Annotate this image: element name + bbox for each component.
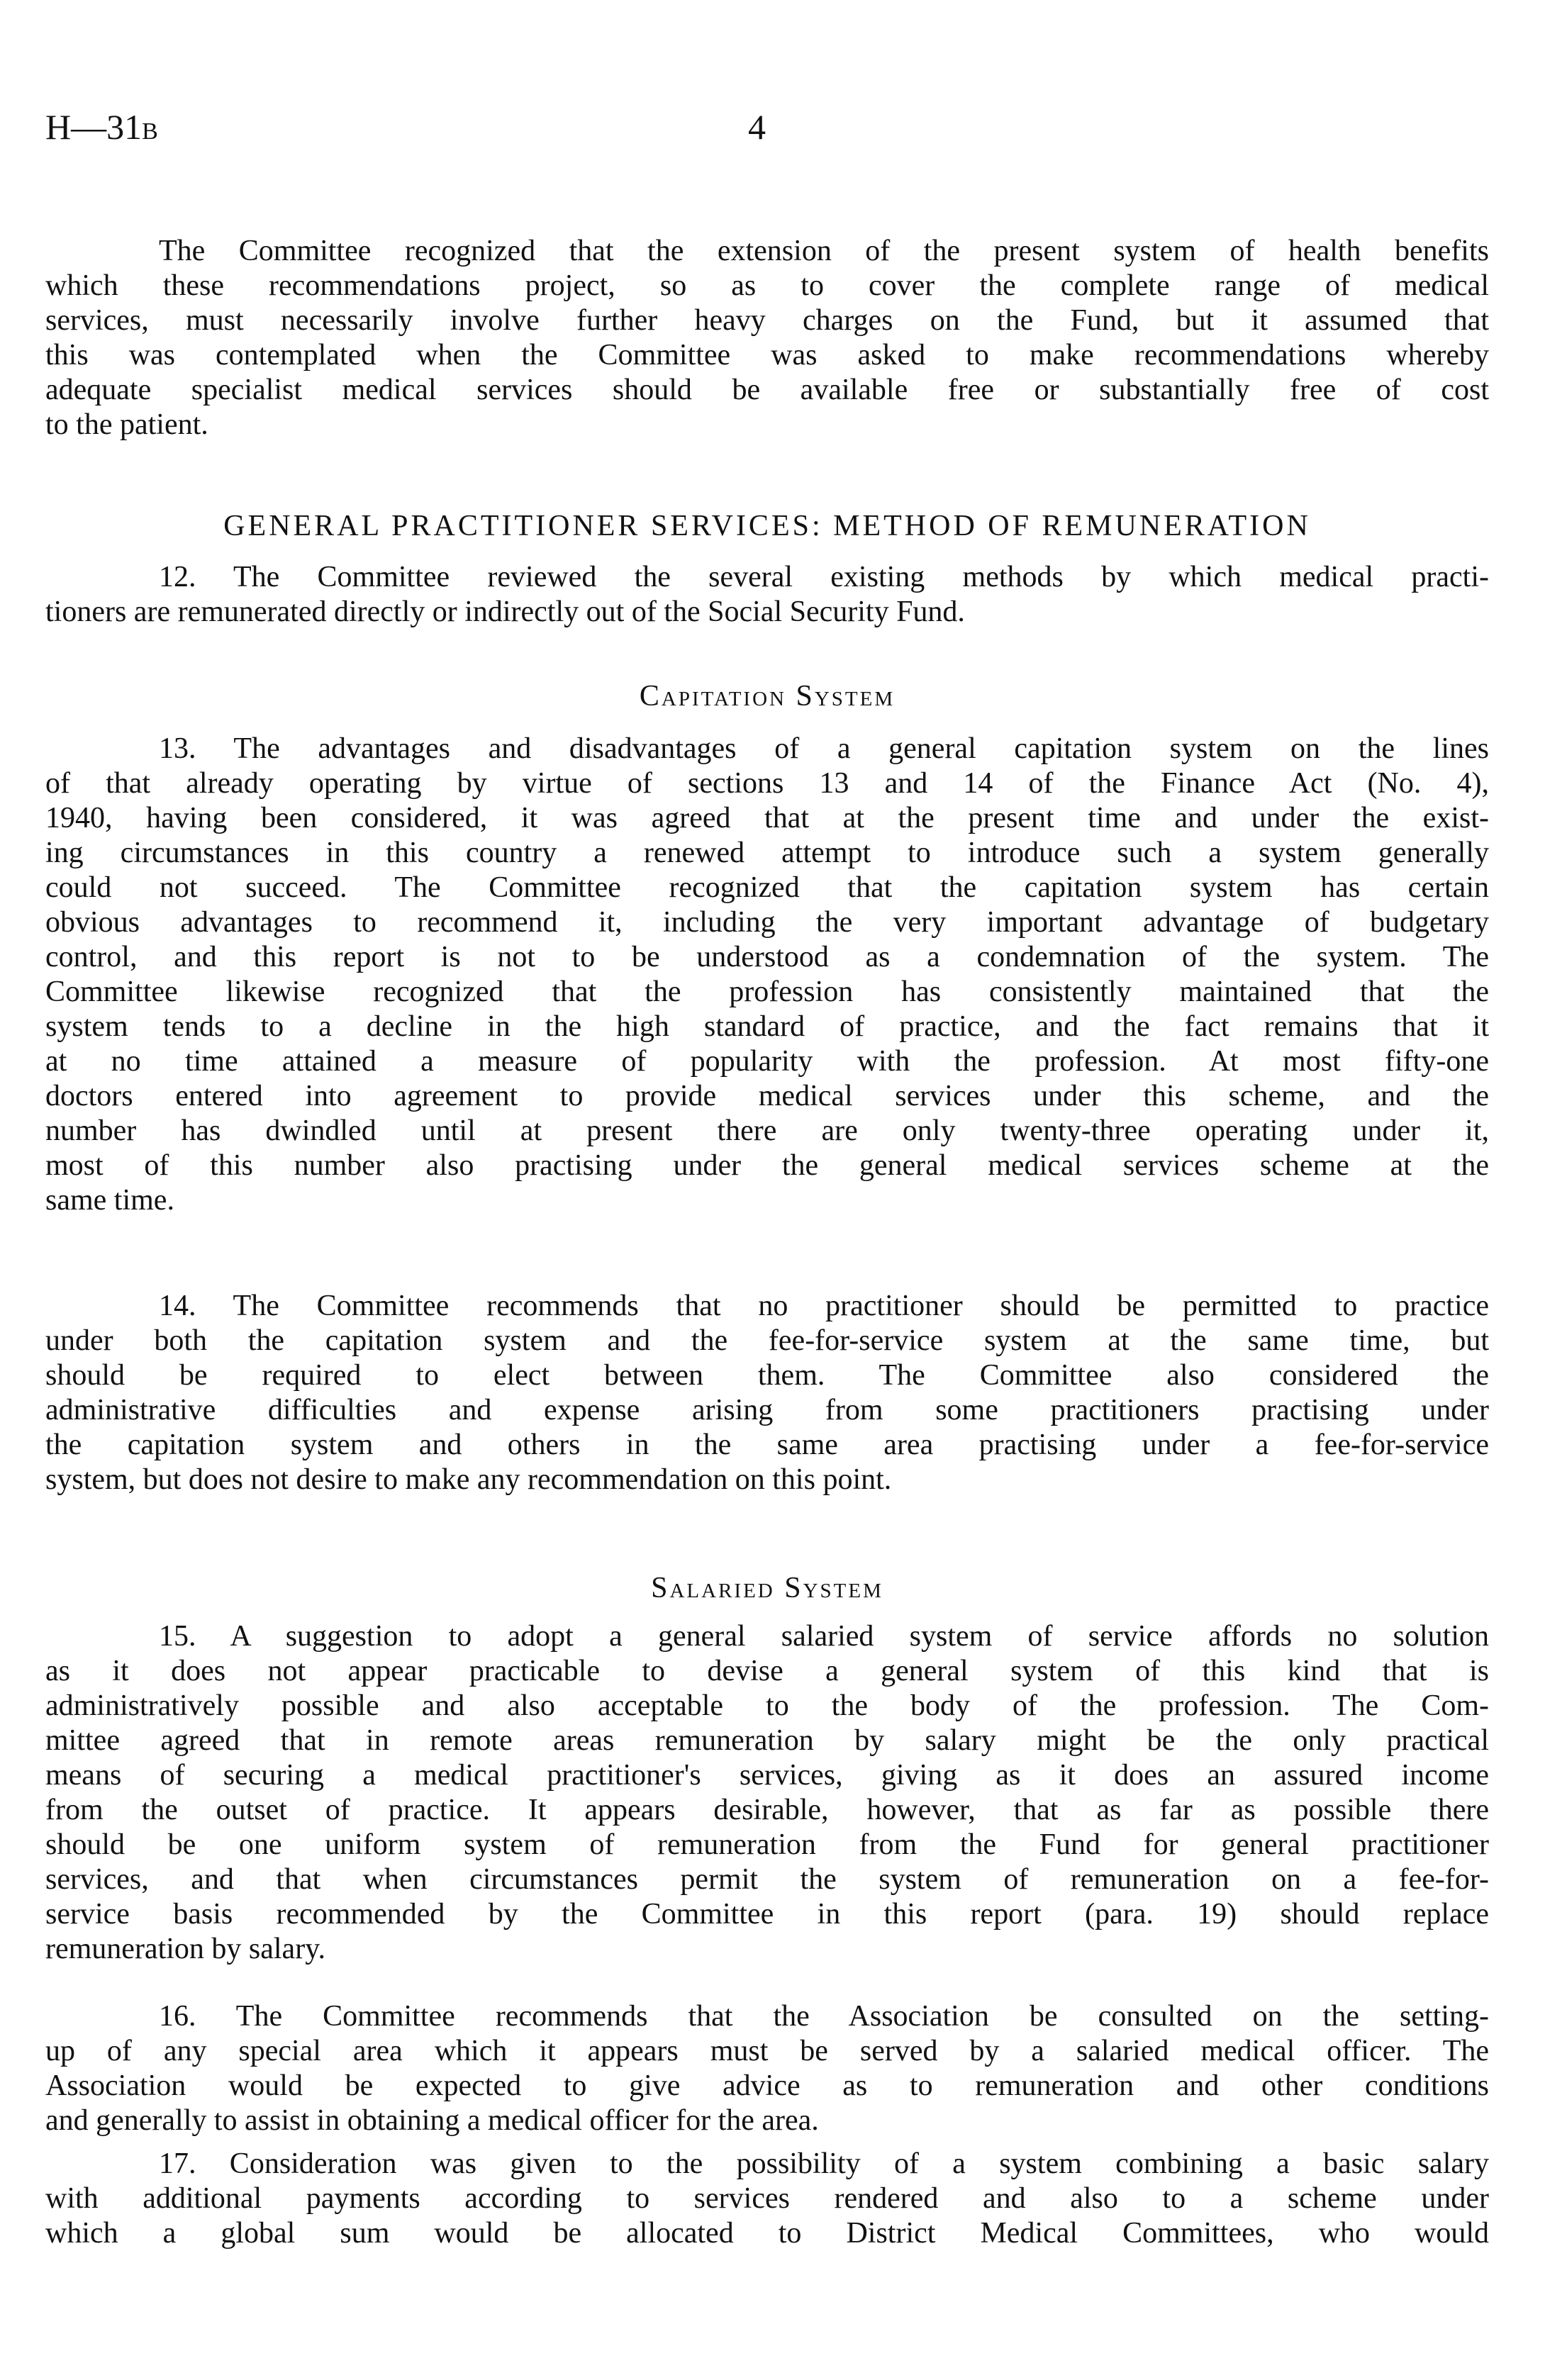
text-line: should be one uniform system of remuneration from the Fund for general practitioner xyxy=(45,1828,1489,1861)
subheading-salaried: Salaried System xyxy=(651,1572,883,1604)
text-line: tioners are remunerated directly or indirectly out of the Social Security Fund. xyxy=(45,596,965,628)
text-line: 17. Consideration was given to the possibility of a system combining a basic salary xyxy=(159,2147,1489,2180)
text-line: 1940, having been considered, it was agreed that at the present time and under the exist- xyxy=(45,802,1489,834)
text-line: system, but does not desire to make any recommendation on this point. xyxy=(45,1463,892,1496)
text-line: which these recommendations project, so as to cover the complete range of medical xyxy=(45,269,1489,302)
text-line: mittee agreed that in remote areas remuneration by salary might be the only practical xyxy=(45,1724,1489,1757)
text-line: Association would be expected to give advice as to remuneration and other conditions xyxy=(45,2069,1489,2102)
text-line: with additional payments according to services rendered and also to a scheme under xyxy=(45,2182,1489,2215)
text-line: and generally to assist in obtaining a medical officer for the area. xyxy=(45,2104,819,2137)
text-line: the capitation system and others in the same area practising under a fee-for-service xyxy=(45,1429,1489,1461)
text-line: 14. The Committee recommends that no practitioner should be permitted to practice xyxy=(159,1290,1489,1322)
text-line: service basis recommended by the Committee in this report (para. 19) should replace xyxy=(45,1898,1489,1931)
paragraph-12 xyxy=(45,560,1489,630)
paragraph-14 xyxy=(45,1289,1489,1497)
text-line: means of securing a medical practitioner's services, giving as it does an assured income xyxy=(45,1759,1489,1792)
text-line: services, must necessarily involve further heavy charges on the Fund, but it assumed that xyxy=(45,304,1489,337)
text-line: up of any special area which it appears must be served by a salaried medical officer. The xyxy=(45,2035,1489,2067)
text-line: most of this number also practising under the general medical services scheme at the xyxy=(45,1149,1489,1182)
document-code-suffix: B xyxy=(142,118,158,145)
paragraph-16 xyxy=(45,1999,1489,2138)
paragraph-15 xyxy=(45,1619,1489,1967)
text-line: adequate specialist medical services should be available free or substantially free of cost xyxy=(45,374,1489,406)
text-line: Committee likewise recognized that the profession has consistently maintained that the xyxy=(45,976,1489,1008)
text-line: from the outset of practice. It appears desirable, however, that as far as possible there xyxy=(45,1794,1489,1826)
text-line: ing circumstances in this country a renewed attempt to introduce such a system generally xyxy=(45,837,1489,869)
text-line: services, and that when circumstances permit the system of remuneration on a fee-for- xyxy=(45,1863,1489,1896)
paragraph-17 xyxy=(45,2147,1489,2251)
text-line: control, and this report is not to be understood as a condemnation of the system. The xyxy=(45,941,1489,973)
text-line: this was contemplated when the Committee was asked to make recommendations whereby xyxy=(45,339,1489,371)
text-line: administrative difficulties and expense arising from some practitioners practising under xyxy=(45,1394,1489,1426)
text-line: under both the capitation system and the fee-for-service system at the same time, but xyxy=(45,1324,1489,1357)
page-number: 4 xyxy=(748,107,766,147)
text-line: 13. The advantages and disadvantages of a general capitation system on the lines xyxy=(159,732,1489,765)
text-line: administratively possible and also acceptable to the body of the profession. The Com- xyxy=(45,1689,1489,1722)
text-line: as it does not appear practicable to devise a general system of this kind that is xyxy=(45,1655,1489,1687)
text-line: to the patient. xyxy=(45,408,208,441)
text-line: 15. A suggestion to adopt a general salaried system of service affords no solution xyxy=(159,1620,1489,1653)
document-code xyxy=(45,106,158,147)
text-line: number has dwindled until at present there are only twenty-three operating under it, xyxy=(45,1114,1489,1147)
text-line: 16. The Committee recommends that the Association be consulted on the setting- xyxy=(159,2000,1489,2033)
text-line: which a global sum would be allocated to District Medical Committees, who would xyxy=(45,2217,1489,2250)
text-line: should be required to elect between them. The Committee also considered the xyxy=(45,1359,1489,1392)
text-line: could not succeed. The Committee recognized that the capitation system has certain xyxy=(45,871,1489,904)
text-line: doctors entered into agreement to provide medical services under this scheme, and the xyxy=(45,1080,1489,1112)
text-line: system tends to a decline in the high standard of practice, and the fact remains that it xyxy=(45,1010,1489,1043)
text-line: same time. xyxy=(45,1184,174,1217)
section-heading: GENERAL PRACTITIONER SERVICES: METHOD OF REMUNERATION xyxy=(223,510,1311,542)
document-code-main: H—31 xyxy=(45,107,143,147)
text-line: of that already operating by virtue of sections 13 and 14 of the Finance Act (No. 4), xyxy=(45,767,1489,800)
text-line: obvious advantages to recommend it, including the very important advantage of budgetary xyxy=(45,906,1489,939)
subheading-capitation: Capitation System xyxy=(639,680,896,713)
text-line: at no time attained a measure of popularity with the profession. At most fifty-one xyxy=(45,1045,1489,1078)
text-line: 12. The Committee reviewed the several existing methods by which medical practi- xyxy=(159,561,1489,593)
intro-paragraph xyxy=(45,234,1489,442)
text-line: The Committee recognized that the extension of the present system of health benefits xyxy=(159,235,1489,267)
text-line: remuneration by salary. xyxy=(45,1933,325,1965)
paragraph-13 xyxy=(45,732,1489,1218)
